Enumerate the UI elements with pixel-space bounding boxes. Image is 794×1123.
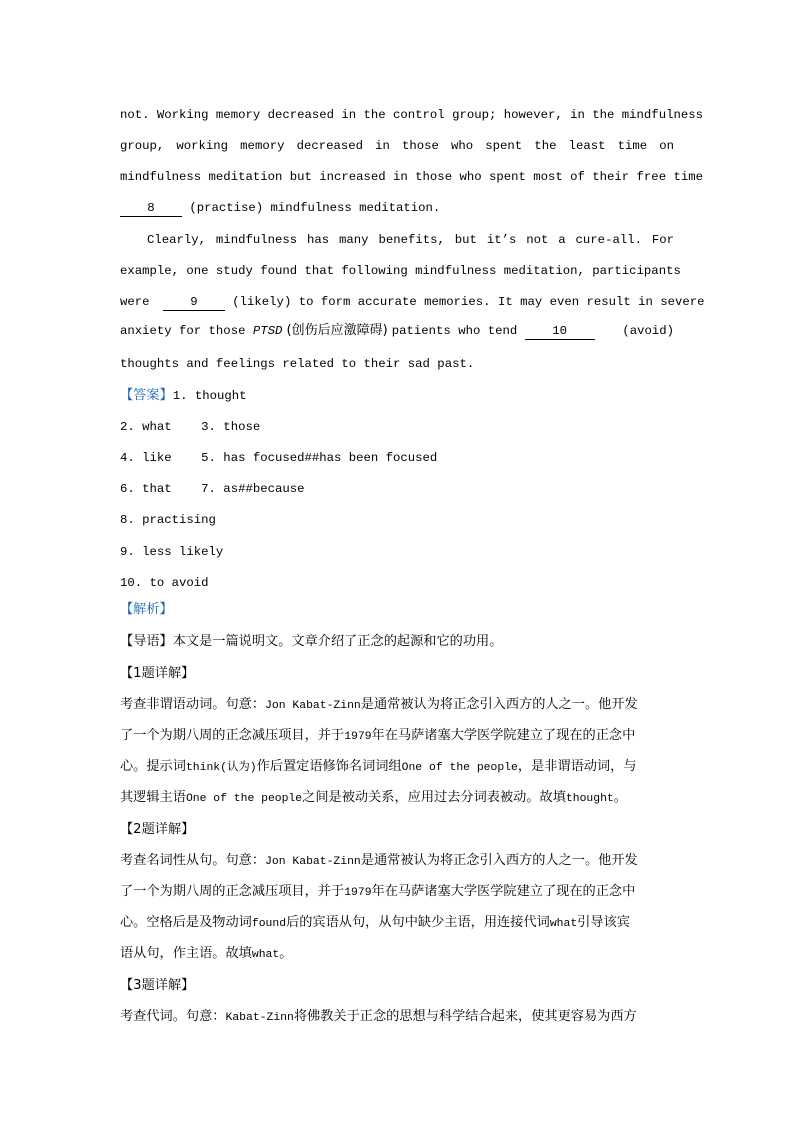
passage-line: anxiety for those PTSD (创伤后应激障碍) patients who tend 10 (avoid)	[120, 323, 674, 338]
passage-line: not. Working memory decreased in the control group; however, in the mindfulness	[120, 108, 703, 122]
blank-9[interactable]: 9	[163, 295, 225, 311]
answer-header: 【答案】1. thought	[120, 388, 247, 403]
answer-row: 6. that 7. as##because	[120, 482, 305, 496]
passage-line: example, one study found that following mindfulness meditation, participants	[120, 264, 681, 278]
answer-row: 2. what 3. those	[120, 420, 261, 434]
q2-heading: 【2题详解】	[120, 822, 195, 837]
answer-tag: 【答案】	[120, 388, 173, 403]
q1-line: 了一个为期八周的正念减压项目，并于1979年在马萨诸塞大学医学院建立了现在的正念中	[120, 728, 636, 743]
q2-line: 心。空格后是及物动词found后的宾语从句，从句中缺少主语，用连接代词what引导该宾	[120, 915, 630, 930]
passage-line: thoughts and feelings related to their sad past.	[120, 357, 475, 371]
q1-line: 心。提示词think(认为)作后置定语修饰名词词组One of the people，是非谓语动词，与	[120, 759, 637, 774]
guide-line: 【导语】本文是一篇说明文。文章介绍了正念的起源和它的功用。	[120, 634, 503, 649]
blank-10[interactable]: 10	[525, 324, 595, 340]
q2-line: 了一个为期八周的正念减压项目，并于1979年在马萨诸塞大学医学院建立了现在的正念中	[120, 884, 636, 899]
q2-line: 考查名词性从句。句意：Jon Kabat-Zinn是通常被认为将正念引入西方的人之一。他开发	[120, 853, 638, 868]
q1-heading: 【1题详解】	[120, 666, 195, 681]
passage-line: were 9 (likely) to form accurate memories. It may even result in severe	[120, 295, 705, 309]
answer-row: 9. less likely	[120, 545, 224, 559]
passage-line: mindfulness meditation but increased in those who spent most of their free time	[120, 170, 703, 184]
analysis-tag: 【解析】	[120, 602, 173, 617]
q1-line: 其逻辑主语One of the people之间是被动关系，应用过去分词表被动。故填thought。	[120, 790, 627, 805]
q3-line: 考查代词。句意：Kabat-Zinn将佛教关于正念的思想与科学结合起来，使其更容易为西方	[120, 1009, 637, 1024]
passage-line: group, working memory decreased in those who spent the least time on	[120, 139, 674, 153]
passage-line: Clearly, mindfulness has many benefits, but it’s not a cure-all. For	[147, 233, 674, 247]
answer-row: 10. to avoid	[120, 576, 209, 590]
answer-row: 8. practising	[120, 513, 216, 527]
answer-row: 4. like 5. has focused##has been focused	[120, 451, 438, 465]
q1-line: 考查非谓语动词。句意：Jon Kabat-Zinn是通常被认为将正念引入西方的人之一。他开发	[120, 697, 638, 712]
blank-8[interactable]: 8	[120, 201, 182, 217]
q3-heading: 【3题详解】	[120, 978, 195, 993]
passage-line: 8 (practise) mindfulness meditation.	[120, 197, 674, 219]
q2-line: 语从句，作主语。故填what。	[120, 946, 293, 961]
